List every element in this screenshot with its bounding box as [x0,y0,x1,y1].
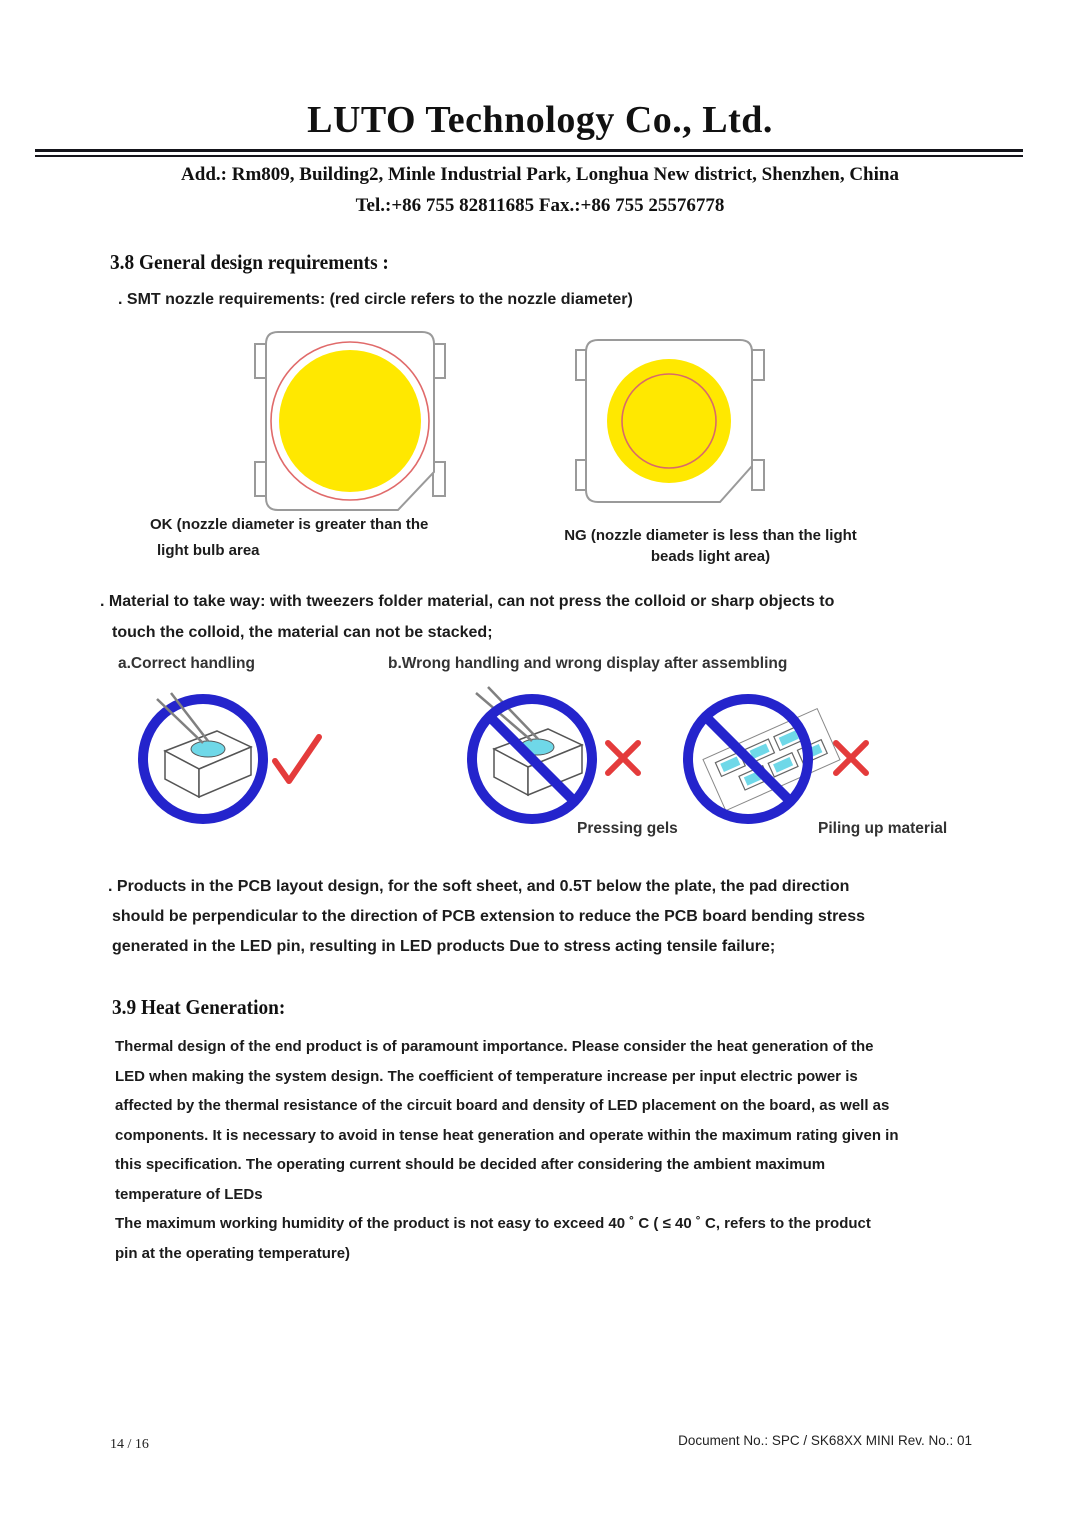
chip-stack [703,709,840,811]
gel-surface [191,741,225,757]
led-light-area [607,359,731,483]
material-paragraph [100,586,1010,648]
document-number: Document No.: SPC / SK68XX MINI Rev. No.: 01 [678,1433,972,1448]
material-line2: touch the colloid, the material can not be stacked; [112,624,493,641]
pcb-paragraph [108,872,1008,962]
heat-line8: pin at the operating temperature) [115,1244,351,1262]
heat-line5: this specification. The operating current should be decided after considering the ambient maximum [115,1156,826,1173]
heat-line4: components. It is necessary to avoid in tense heat generation and operate within the maximum rating given in [115,1126,899,1144]
material-line1: . Material to take way: with tweezers folder material, can not press the colloid or sharp objects to [100,593,835,610]
header-rule [35,149,1023,157]
ok-caption-line2: light bulb area [157,542,260,559]
pcb-line1: . Products in the PCB layout design, for the soft sheet, and 0.5T below the plate, the pad direction [108,878,850,895]
ng-caption-line1: NG (nozzle diameter is less than the light [564,527,857,544]
ng-caption-line2: beads light area) [650,548,771,565]
piling-material-label: Piling up material [818,820,948,837]
section-3-8-title: 3.8 General design requirements : [110,250,389,274]
heat-line3: affected by the thermal resistance of the circuit board and density of LED placement on the board, as well as [115,1097,890,1114]
wrong-handling-label: b.Wrong handling and wrong display after assembling [388,655,788,672]
ok-caption-line1: OK (nozzle diameter is greater than the [150,516,429,533]
pressing-gels-label: Pressing gels [577,820,678,837]
ng-caption [538,525,883,567]
led-light-area [279,350,421,492]
company-phone: Tel.:+86 755 82811685 Fax.:+86 755 25576778 [355,195,725,216]
correct-handling-label: a.Correct handling [118,655,255,672]
company-address: Add.: Rm809, Building2, Minle Industrial Park, Longhua New district, Shenzhen, China [181,164,899,185]
check-icon [275,737,319,781]
heat-line2: LED when making the system design. The coefficient of temperature increase per input electric power is [115,1067,858,1085]
heat-line6: temperature of LEDs [115,1185,263,1203]
heat-generation-paragraph [115,1032,995,1268]
smt-nozzle-requirement: . SMT nozzle requirements: (red circle refers to the nozzle diameter) [118,291,633,308]
led-ng-diagram [574,336,766,506]
heat-line1: Thermal design of the end product is of paramount importance. Please consider the heat generation of the [115,1038,874,1055]
section-3-9-title: 3.9 Heat Generation: [112,995,286,1019]
heat-line7: The maximum working humidity of the product is not easy to exceed 40 ˚ C ( ≤ 40 ˚ C, refers to the product [115,1215,871,1232]
pcb-line2: should be perpendicular to the direction of PCB extension to reduce the PCB board bending stress [112,908,865,925]
company-title: LUTO Technology Co., Ltd. [307,99,773,141]
led-ok-diagram [252,326,448,516]
correct-handling-diagram [125,685,330,845]
cross-icon [836,743,866,773]
cross-icon [608,743,638,773]
pcb-line3: generated in the LED pin, resulting in LED products Due to stress acting tensile failure; [112,938,776,955]
page-number: 14 / 16 [110,1437,149,1452]
